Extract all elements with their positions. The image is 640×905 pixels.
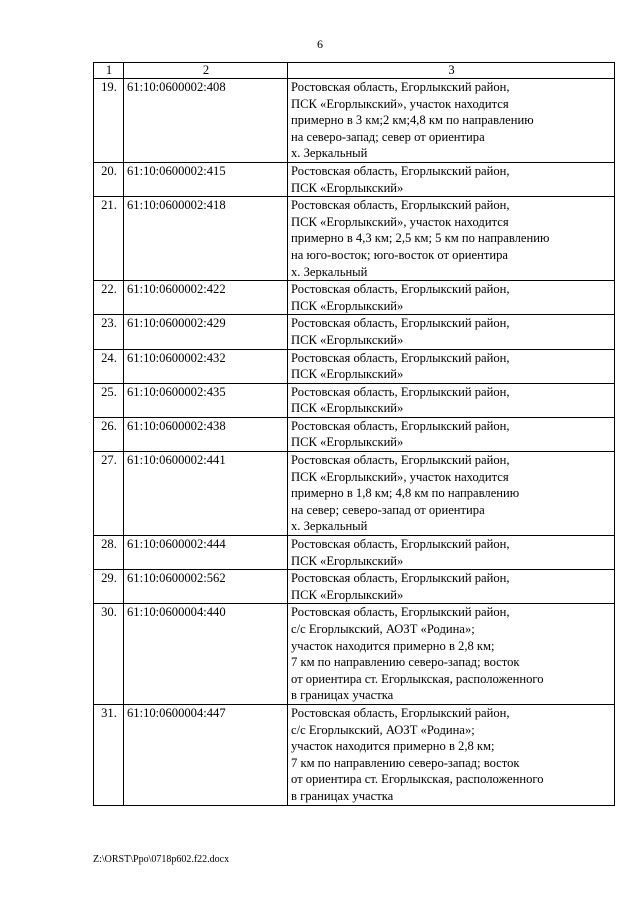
row-number: 27. (94, 452, 124, 536)
table-row (94, 570, 615, 604)
plot-address: Ростовская область, Егорлыкский район, ПСК «Егорлыкский» (288, 383, 615, 417)
plot-address: Ростовская область, Егорлыкский район, ПСК «Егорлыкский» (288, 162, 615, 196)
plot-address: Ростовская область, Егорлыкский район, ПСК «Егорлыкский» (288, 417, 615, 451)
row-number: 20. (94, 162, 124, 196)
table-row (94, 315, 615, 349)
row-number: 29. (94, 570, 124, 604)
cadastral-number: 61:10:0600002:435 (124, 383, 288, 417)
row-number: 24. (94, 349, 124, 383)
cadastral-number: 61:10:0600002:441 (124, 452, 288, 536)
land-plots-table (93, 62, 615, 806)
plot-address: Ростовская область, Егорлыкский район, ПСК «Егорлыкский» (288, 315, 615, 349)
row-number: 22. (94, 281, 124, 315)
cadastral-number: 61:10:0600002:438 (124, 417, 288, 451)
row-number: 26. (94, 417, 124, 451)
cadastral-number: 61:10:0600002:408 (124, 79, 288, 163)
table-row (94, 536, 615, 570)
cadastral-number: 61:10:0600002:418 (124, 197, 288, 281)
plot-address: Ростовская область, Егорлыкский район, с/с Егорлыкский, АОЗТ «Родина»; участок находится примерно в 2,8 км; 7 км по направлению северо-запад; восток от ориентира ст. Егорлыкская, расположенного в границах участка (288, 704, 615, 805)
plot-address: Ростовская область, Егорлыкский район, ПСК «Егорлыкский», участок находится примерно в 3 км;2 км;4,8 км по направлению на северо-запад; север от ориентира х. Зеркальный (288, 79, 615, 163)
row-number: 19. (94, 79, 124, 163)
column-header-address: 3 (288, 63, 615, 79)
column-header-number: 1 (94, 63, 124, 79)
plot-address: Ростовская область, Егорлыкский район, ПСК «Егорлыкский» (288, 281, 615, 315)
column-header-cadastral-number: 2 (124, 63, 288, 79)
cadastral-number: 61:10:0600002:422 (124, 281, 288, 315)
table-row (94, 162, 615, 196)
table-row (94, 79, 615, 163)
cadastral-number: 61:10:0600004:440 (124, 604, 288, 705)
plot-address: Ростовская область, Егорлыкский район, ПСК «Егорлыкский» (288, 536, 615, 570)
table-header-row (94, 63, 615, 79)
table-row (94, 197, 615, 281)
footer-file-path: Z:\ORST\Ppo\0718p602.f22.docx (93, 854, 230, 865)
cadastral-number: 61:10:0600002:562 (124, 570, 288, 604)
table-row (94, 349, 615, 383)
table-row (94, 383, 615, 417)
plot-address: Ростовская область, Егорлыкский район, с/с Егорлыкский, АОЗТ «Родина»; участок находится примерно в 2,8 км; 7 км по направлению северо-запад; восток от ориентира ст. Егорлыкская, расположенного в границах участка (288, 604, 615, 705)
row-number: 25. (94, 383, 124, 417)
table-row (94, 452, 615, 536)
plot-address: Ростовская область, Егорлыкский район, ПСК «Егорлыкский», участок находится примерно в 4,3 км; 2,5 км; 5 км по направлению на юго-восток; юго-восток от ориентира х. Зеркальный (288, 197, 615, 281)
plot-address: Ростовская область, Егорлыкский район, ПСК «Егорлыкский» (288, 570, 615, 604)
cadastral-number: 61:10:0600002:444 (124, 536, 288, 570)
row-number: 21. (94, 197, 124, 281)
table-row (94, 704, 615, 805)
plot-address: Ростовская область, Егорлыкский район, ПСК «Егорлыкский» (288, 349, 615, 383)
cadastral-number: 61:10:0600002:429 (124, 315, 288, 349)
cadastral-number: 61:10:0600002:432 (124, 349, 288, 383)
cadastral-number: 61:10:0600004:447 (124, 704, 288, 805)
plot-address: Ростовская область, Егорлыкский район, ПСК «Егорлыкский», участок находится примерно в 1,8 км; 4,8 км по направлению на север; северо-запад от ориентира х. Зеркальный (288, 452, 615, 536)
row-number: 31. (94, 704, 124, 805)
page-number: 6 (317, 37, 323, 51)
table-row (94, 417, 615, 451)
cadastral-number: 61:10:0600002:415 (124, 162, 288, 196)
row-number: 28. (94, 536, 124, 570)
row-number: 23. (94, 315, 124, 349)
row-number: 30. (94, 604, 124, 705)
table-row (94, 281, 615, 315)
table-row (94, 604, 615, 705)
